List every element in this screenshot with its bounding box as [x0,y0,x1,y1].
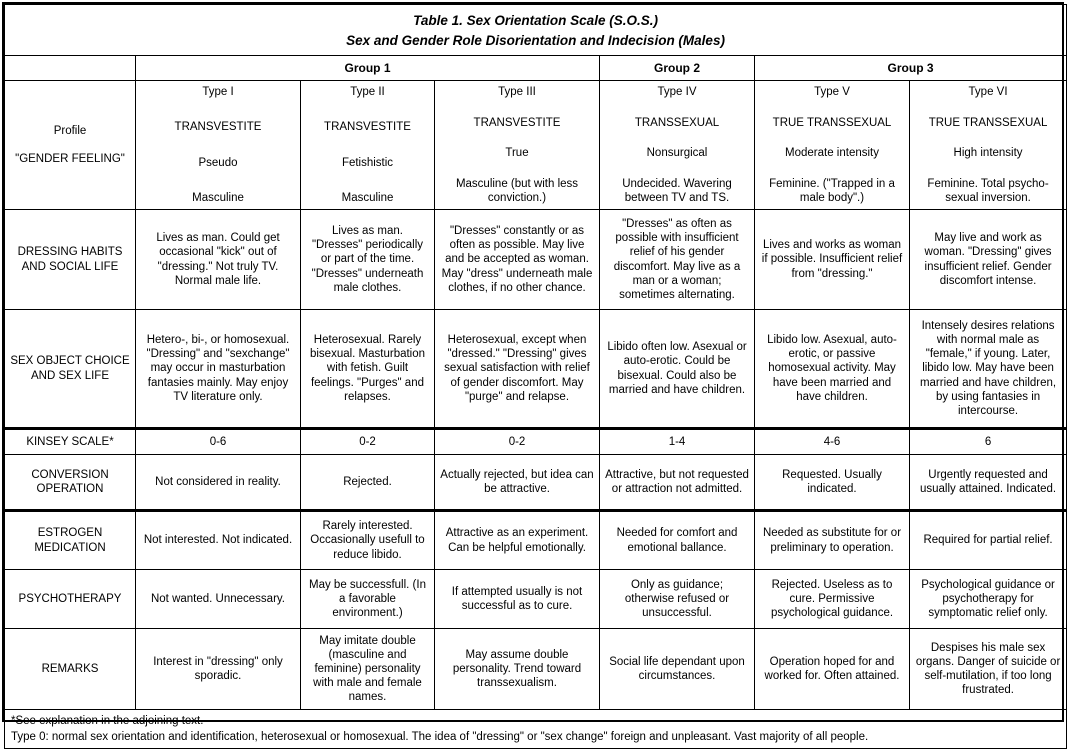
table-cell: Lives as man. Could get occasional "kick" out of "dressing." Not truly TV. Normal male life. [136,210,301,310]
table-cell: Libido often low. Asexual or auto-erotic. Could be bisexual. Could also be married and have children. [600,310,755,429]
type-label: Type I [202,86,234,98]
type-label: Type V [814,86,850,98]
profile-cell-type-3 [435,81,600,210]
table-cell: May imitate double (masculine and feminine) personality with male and female names. [301,629,435,710]
row-label: DRESSING HABITS AND SOCIAL LIFE [5,210,136,310]
table-cell: Only as guidance; otherwise refused or unsuccessful. [600,570,755,629]
table-title-line1: Table 1. Sex Orientation Scale (S.O.S.) [413,12,658,28]
profile-cell-type-4 [600,81,755,210]
type-name: TRANSSEXUAL [634,116,720,129]
table-cell: 0-2 [301,429,435,455]
table-cell: 0-6 [136,429,301,455]
table-cell: Not wanted. Unnecessary. [136,570,301,629]
group3-header: Group 3 [755,56,1067,81]
table-row [5,56,1067,81]
table-row [5,570,1067,629]
table-row [5,81,1067,210]
table-cell: Required for partial relief. [910,511,1067,570]
profile-label: Profile [53,124,87,137]
table-cell: Rejected. [301,455,435,511]
table-cell: Lives as man. "Dresses" periodically or part of the time. "Dresses" underneath male clothes. [301,210,435,310]
table-cell: Rarely interested. Occasionally usefull to reduce libido. [301,511,435,570]
corner-cell [5,56,136,81]
table-cell: Attractive, but not requested or attraction not admitted. [600,455,755,511]
type-name: TRANSVESTITE [324,121,411,134]
table-cell: May be successfull. (In a favorable environment.) [301,570,435,629]
table-cell: 4-6 [755,429,910,455]
profile-cell-type-1 [136,81,301,210]
type-label: Type VI [968,86,1008,98]
table-cell: Requested. Usually indicated. [755,455,910,511]
table-cell: May assume double personality. Trend toward transsexualism. [435,629,600,710]
table-cell: If attempted usually is not successful as to cure. [435,570,600,629]
type-feeling: Undecided. Wavering between TV and TS. [622,177,732,204]
group2-header: Group 2 [600,56,755,81]
type-feeling: Masculine [341,191,394,204]
table-cell: May live and work as woman. "Dressing" gives insufficient relief. Gender discomfort intense. [910,210,1067,310]
type-feeling: Feminine. ("Trapped in a male body".) [769,177,895,204]
document-page [2,2,1064,744]
type-feeling: Masculine (but with less conviction.) [455,177,579,204]
group1-header: Group 1 [136,56,600,81]
row-label: PSYCHOTHERAPY [5,570,136,629]
row-label: SEX OBJECT CHOICE AND SEX LIFE [5,310,136,429]
type-label: Type III [498,86,536,98]
table-cell: Needed as substitute for or preliminary to operation. [755,511,910,570]
type-subtype: True [505,147,529,160]
table-row [5,455,1067,511]
table-cell: Not considered in reality. [136,455,301,511]
table-cell: Lives and works as woman if possible. Insufficient relief from "dressing." [755,210,910,310]
row-label: REMARKS [5,629,136,710]
type-name: TRUE TRANSSEXUAL [772,116,892,129]
row-label: ESTROGEN MEDICATION [5,511,136,570]
table-cell: 1-4 [600,429,755,455]
type-name: TRANSVESTITE [174,121,262,134]
row-label: CONVERSION OPERATION [5,455,136,511]
type-label: Type IV [657,86,697,98]
table-row [5,511,1067,570]
type-subtype: Nonsurgical [646,147,708,160]
footnote-line: Type 0: normal sex orientation and identification, heterosexual or homosexual. The idea of "dressing" or "sex change" foreign and unpleasant. Vast majority of all people. [11,731,869,744]
table-title [5,5,1067,56]
table-cell: Social life dependant upon circumstances. [600,629,755,710]
type-feeling: Masculine [192,191,244,204]
type-subtype: Pseudo [198,156,238,169]
table-row [5,5,1067,56]
footnote-area [5,710,1067,749]
table-cell: 0-2 [435,429,600,455]
table-cell: Interest in "dressing" only sporadic. [136,629,301,710]
profile-row-label [5,81,136,210]
table-cell: Rejected. Useless as to cure. Permissive psychological guidance. [755,570,910,629]
table-cell: Attractive as an experiment. Can be helpful emotionally. [435,511,600,570]
table-cell: "Dresses" as often as possible with insufficient relief of his gender discomfort. May live as a man or a woman; sometimes alternating. [600,210,755,310]
type-feeling: Feminine. Total psycho-sexual inversion. [927,177,1049,204]
profile-cell-type-6 [910,81,1067,210]
table-row [5,429,1067,455]
gender-feeling-label: "GENDER FEELING" [15,153,125,165]
type-subtype: High intensity [953,147,1023,160]
table-cell: Libido low. Asexual, auto-erotic, or passive homosexual activity. May have been married and have children. [755,310,910,429]
table-cell: Needed for comfort and emotional ballance. [600,511,755,570]
table-cell: Heterosexual. Rarely bisexual. Masturbation with fetish. Guilt feelings. "Purges" and relapses. [301,310,435,429]
type-subtype: Moderate intensity [785,147,879,160]
table-row [5,310,1067,429]
table-cell: Not interested. Not indicated. [136,511,301,570]
table-row [5,210,1067,310]
row-label: KINSEY SCALE* [5,429,136,455]
table-cell: Urgently requested and usually attained. Indicated. [910,455,1067,511]
footnote-line: *See explanation in the adjoining text. [11,715,204,727]
profile-cell-type-2 [301,81,435,210]
table-cell: Despises his male sex organs. Danger of suicide or self-mutilation, if too long frustrated. [910,629,1067,710]
table-cell: 6 [910,429,1067,455]
table-row [5,629,1067,710]
table-cell: Actually rejected, but idea can be attractive. [435,455,600,511]
table-cell: Heterosexual, except when "dressed." "Dressing" gives sexual satisfaction with relief of gender discomfort. May "purge" and relapse. [435,310,600,429]
sos-table [4,4,1067,749]
type-label: Type II [350,86,385,98]
table-cell: Hetero-, bi-, or homosexual. "Dressing" and "sexchange" may occur in masturbation fantasies mainly. May enjoy TV literature only. [136,310,301,429]
table-cell: "Dresses" constantly or as often as possible. May live and be accepted as woman. May "dress" underneath male clothes, if no other chance. [435,210,600,310]
type-name: TRANSVESTITE [473,116,561,129]
table-cell: Psychological guidance or psychotherapy for symptomatic relief only. [910,570,1067,629]
table-cell: Operation hoped for and worked for. Often attained. [755,629,910,710]
profile-cell-type-5 [755,81,910,210]
table-row [5,710,1067,749]
type-name: TRUE TRANSSEXUAL [928,116,1048,129]
type-subtype: Fetishistic [341,156,394,169]
table-cell: Intensely desires relations with normal male as "female," if young. Later, libido low. May have been married and have children, by using fantasies in intercourse. [910,310,1067,429]
table-title-line2: Sex and Gender Role Disorientation and Indecision (Males) [346,33,725,48]
